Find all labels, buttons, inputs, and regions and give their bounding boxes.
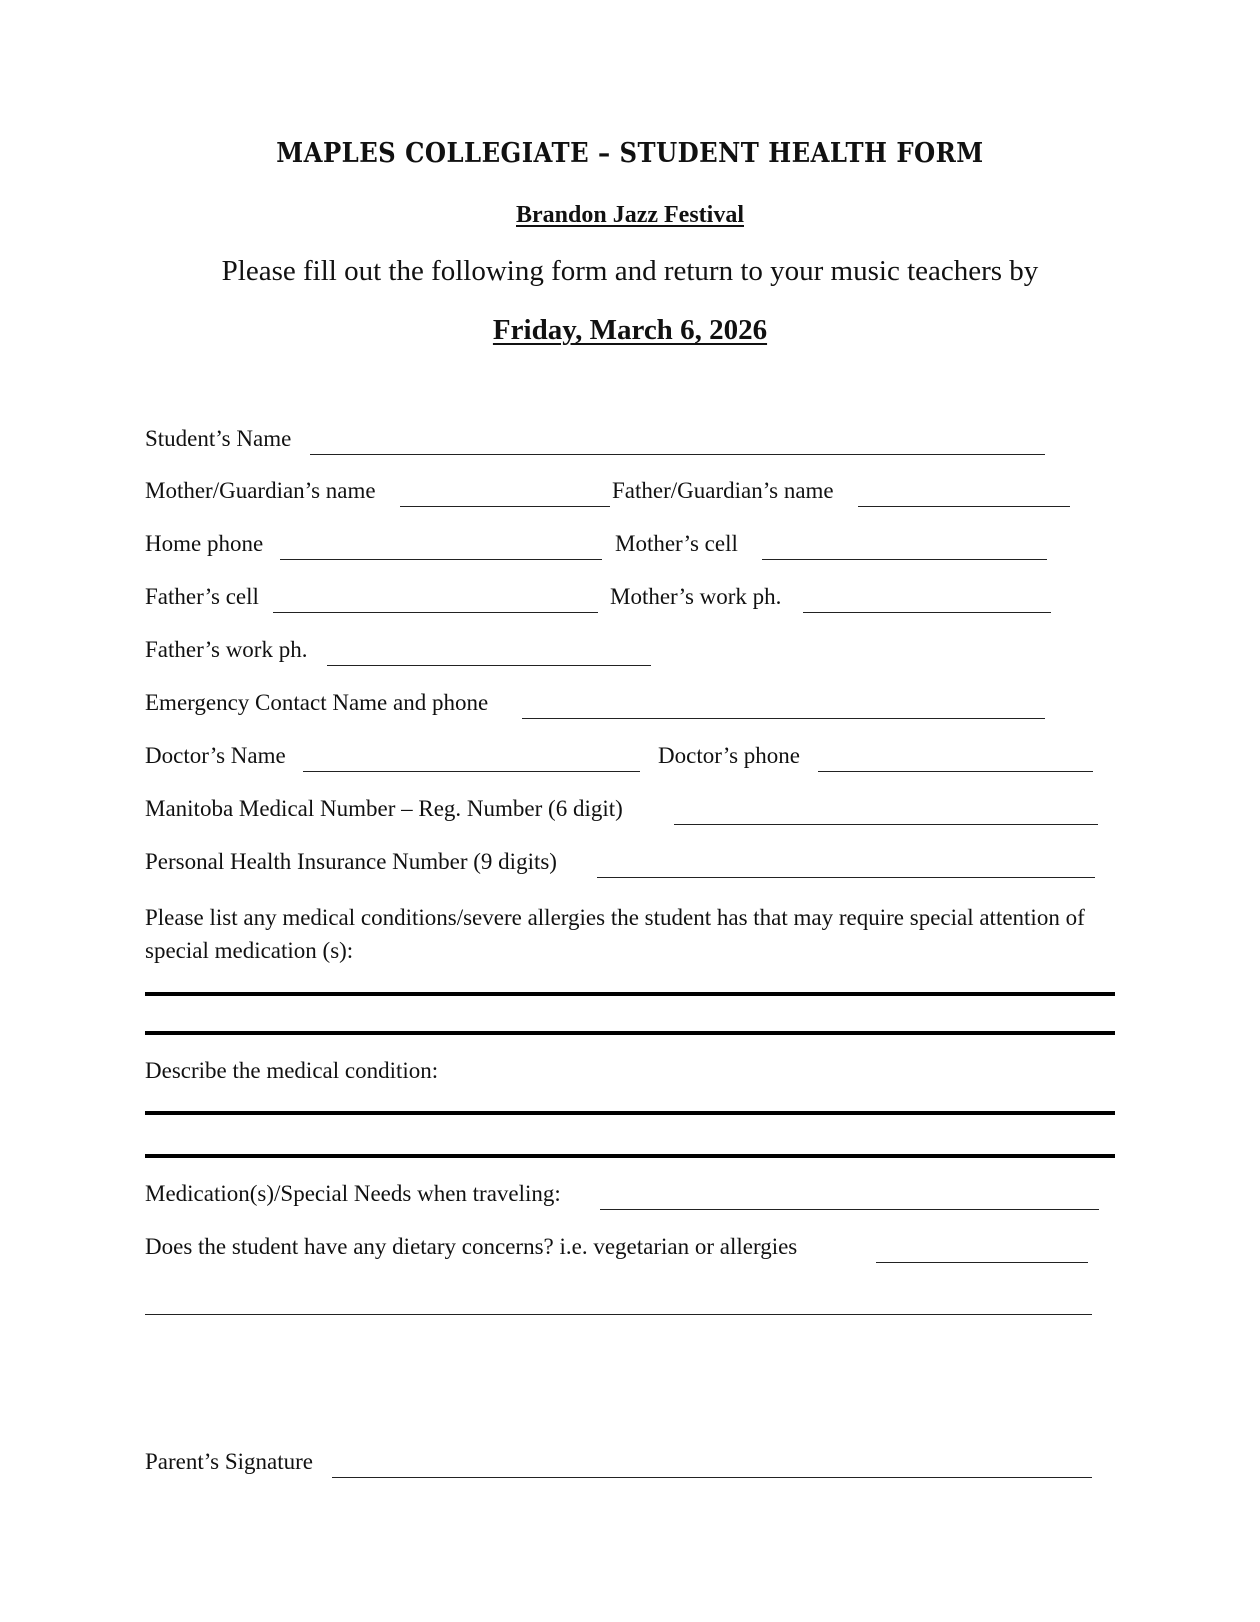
dietary-concerns-label: Does the student have any dietary concerns? i.e. vegetarian or allergies bbox=[145, 1234, 798, 1259]
home-phone-label: Home phone bbox=[145, 531, 264, 556]
fathers-cell-label: Father’s cell bbox=[145, 584, 259, 609]
event-subtitle: Brandon Jazz Festival bbox=[516, 202, 744, 228]
medical-conditions-label: Please list any medical conditions/severe allergies the student has that may require special attention of special medication (s): bbox=[145, 905, 1085, 963]
dietary-concerns-line-2[interactable] bbox=[145, 1314, 1092, 1315]
form-title-text: MAPLES COLLEGIATE – STUDENT HEALTH FORM bbox=[276, 138, 984, 169]
student-name-label: Student’s Name bbox=[145, 426, 292, 451]
medication-travel-label: Medication(s)/Special Needs when traveling: bbox=[145, 1181, 561, 1206]
mother-guardian-name-label: Mother/Guardian’s name bbox=[145, 478, 376, 503]
describe-condition-line-2[interactable] bbox=[145, 1154, 1115, 1158]
form-title bbox=[0, 138, 1260, 169]
dietary-concerns-field[interactable] bbox=[876, 1262, 1088, 1263]
home-phone-field[interactable] bbox=[280, 559, 602, 560]
mother-guardian-name-field[interactable] bbox=[400, 506, 610, 507]
mothers-work-phone-field[interactable] bbox=[803, 612, 1051, 613]
deadline-date: Friday, March 6, 2026 bbox=[492, 314, 768, 346]
parent-signature-label: Parent’s Signature bbox=[145, 1449, 313, 1474]
fathers-cell-field[interactable] bbox=[273, 612, 598, 613]
father-guardian-name-label: Father/Guardian’s name bbox=[612, 478, 834, 503]
describe-condition-label: Describe the medical condition: bbox=[145, 1058, 439, 1083]
fathers-work-phone-field[interactable] bbox=[327, 665, 651, 666]
describe-condition-line-1[interactable] bbox=[145, 1111, 1115, 1115]
medication-travel-field[interactable] bbox=[600, 1209, 1099, 1210]
parent-signature-field[interactable] bbox=[332, 1477, 1092, 1478]
phin-label: Personal Health Insurance Number (9 digits) bbox=[145, 849, 557, 874]
manitoba-medical-number-label: Manitoba Medical Number – Reg. Number (6 digit) bbox=[145, 796, 623, 821]
doctors-name-label: Doctor’s Name bbox=[145, 743, 286, 768]
student-name-field[interactable] bbox=[310, 454, 1045, 455]
fathers-work-phone-label: Father’s work ph. bbox=[145, 637, 308, 662]
medical-conditions-line-2[interactable] bbox=[145, 1031, 1115, 1035]
emergency-contact-field[interactable] bbox=[522, 718, 1045, 719]
manitoba-medical-number-field[interactable] bbox=[674, 824, 1098, 825]
emergency-contact-label: Emergency Contact Name and phone bbox=[145, 690, 489, 715]
doctors-name-field[interactable] bbox=[303, 771, 640, 772]
phin-field[interactable] bbox=[597, 877, 1095, 878]
mothers-cell-field[interactable] bbox=[762, 559, 1047, 560]
mothers-cell-label: Mother’s cell bbox=[615, 531, 738, 556]
medical-conditions-line-1[interactable] bbox=[145, 992, 1115, 996]
mothers-work-phone-label: Mother’s work ph. bbox=[610, 584, 782, 609]
instructions-text: Please fill out the following form and return to your music teachers by bbox=[221, 255, 1039, 287]
doctors-phone-label: Doctor’s phone bbox=[658, 743, 801, 768]
doctors-phone-field[interactable] bbox=[818, 771, 1093, 772]
father-guardian-name-field[interactable] bbox=[858, 506, 1070, 507]
